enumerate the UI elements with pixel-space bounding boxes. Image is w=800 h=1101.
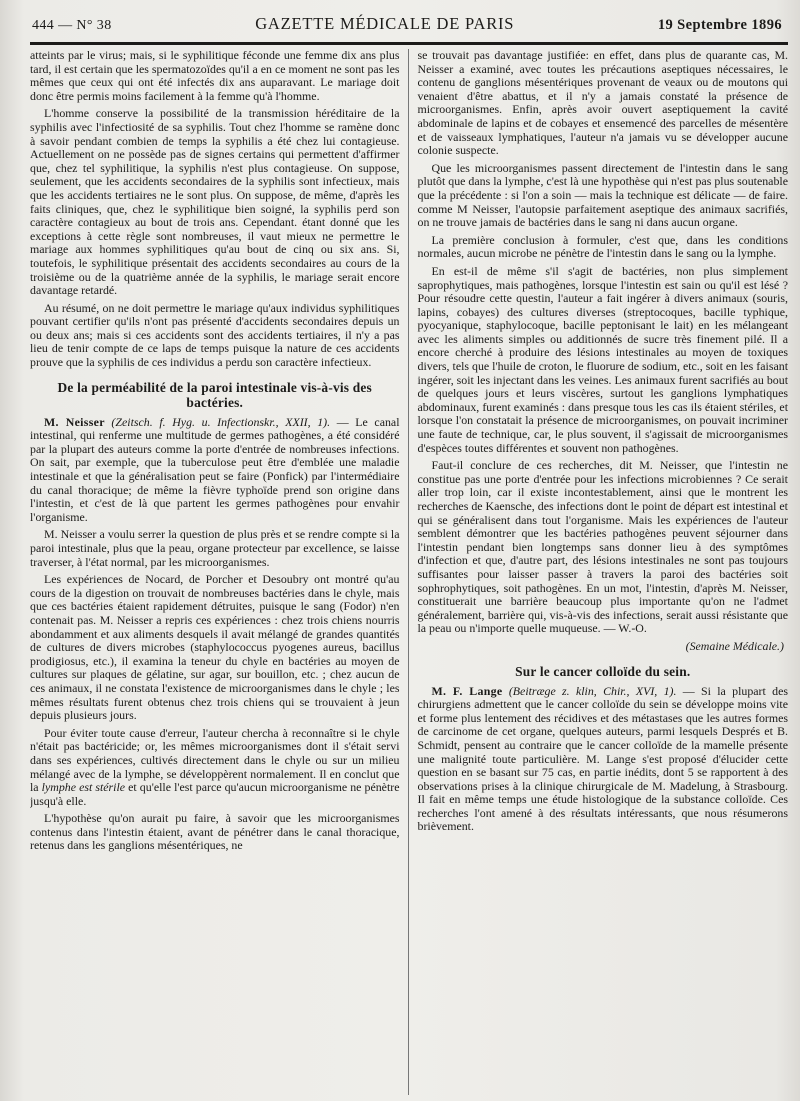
- paragraph: La première conclusion à formuler, c'est que, dans les conditions normales, aucun microbe ne pénètre de l'intestin dans le sang ou la lymphe.: [417, 232, 788, 261]
- page-header: [30, 14, 788, 36]
- paragraph-text: Pour éviter toute cause d'erreur, l'auteur chercha à reconnaître si le chyle n'était pas bactéricide; or, les mêmes microorganismes dont il s'était servi dans ses expériences, cultivés directement dans le chyle ou sur un milieu mélangé avec de la lymphe, se développèrent normalement. Il en conclut que la: [30, 725, 400, 795]
- article-source: (Zeitsch. f. Hyg. u. Infectionskr., XXII, 1).: [111, 414, 331, 429]
- issue-date: 19 Septembre 1896: [657, 17, 782, 33]
- paragraph: [30, 727, 400, 809]
- paragraph: Au résumé, on ne doit permettre le mariage qu'aux individus syphilitiques pouvant certifier qu'ils n'ont pas présenté d'accidents secondaires depuis un ou deux ans; mais si ces accidents sont des accidents tertiaires, il n'y a pas lieu de tenir compte de ce laps de temps puisque la nature de ces accidents prouve que la syphilis de ces individus a perdu son caractère infectieux.: [30, 300, 400, 370]
- emphasis: lymphe est stérile: [41, 780, 126, 795]
- section-title: De la perméabilité de la paroi intestinale vis-à-vis des bactéries.: [57, 379, 372, 410]
- right-column: [409, 49, 789, 1095]
- paragraph: atteints par le virus; mais, si le syphilitique féconde une femme dix ans plus tard, il est certain que les spermatozoïdes qu'il a en ce moment ne sont pas les mêmes que ceux qui ont été infectés dix ans auparavant. Le mariage doit donc être permis moins facilement à la femme qu'à l'homme.: [30, 49, 400, 103]
- section-title: Sur le cancer colloïde du sein.: [515, 663, 691, 679]
- journal-title: GAZETTE MÉDICALE DE PARIS: [255, 14, 515, 33]
- paragraph: M. Neisser a voulu serrer la question de plus près et se rendre compte si la paroi intestinale, plus que la peau, organe protecteur par excellence, se laisse traverser, à l'état normal, par les microorganismes.: [30, 527, 400, 569]
- paragraph-text: et qu'elle l'est parce qu'aucun microorganisme ne pénètre jusqu'à elle.: [30, 780, 400, 808]
- header-rule: [30, 42, 788, 45]
- left-column: [30, 49, 409, 1095]
- paragraph: Que les microorganismes passent directement de l'intestin dans le sang plutôt que dans la lymphe, c'est là une hypothèse qui n'est pas plus soutenable que la précédente : si l'on a soin — mais la technique est délicate — de faire. comme M Neisser, l'autopsie parfaitement aseptique des animaux sacrifiés, on ne trouve jamais de bactéries dans le sang ni dans aucun organe.: [417, 160, 788, 230]
- text-columns: [30, 49, 788, 1095]
- paragraph: En est-il de même s'il s'agit de bactéries, non plus simplement saprophytiques, mais pathogènes, lorsque l'intestin est sain ou qu'il est lésé ? Pour résoudre cette questin, l'auteur a fait ingérer à divers animaux (souris, lapins, cobayes) des cultures diverses (streptocoques, bacille typhique, pyocyanique, staphylocoque, bacille peptonisant le lait) en les mélangeant avec les aliments simples ou additionnés de sucre très finement pilé. Il a encore cherché à produire des lésions intestinales au moyen de toxiques divers, tels que l'huile de croton, le fluorure de sodium, etc., soit en les faisant ingérer, soit les injectant dans les veines. Les animaux furent sacrifiés au bout de quelques jours et leurs viscères, surtout les ganglions lymphatiques abdominaux, furent examinés : dans presque tous les cas ils étaient stériles, et lorsque l'on constatait la présence de microorganismes, on pouvait incriminer une faute de technique, car, le plus souvent, il s'agissait de microorganismes d'espèces toutes différentes et souvent non pathogènes.: [417, 263, 788, 455]
- paragraph: se trouvait pas davantage justifiée: en effet, dans plus de quarante cas, M. Neisser a examiné, avec toutes les précautions aseptiques nécessaires, le contenu de ganglions mésentériques provenant de veaux ou de moutons qui venaient d'être abattus, et il n'y a jamais constaté la présence de microorganismes. Enfin, après avoir ouvert aseptiquement la cavité abdominale de lapins et de cobayes et ensemencé des parcelles de mésentère et de vaisseaux lymphatiques, l'auteur n'a jamais vu se développer aucune colonie suspecte.: [417, 49, 788, 158]
- paragraph: L'hypothèse qu'on aurait pu faire, à savoir que les microorganismes contenus dans l'intestin étaient, avant de pénétrer dans le canal thoracique, retenus dans les ganglions mésentériques, ne: [30, 811, 400, 853]
- article-source: (Beitræge z. klin, Chir., XVI, 1).: [508, 683, 677, 698]
- paragraph-text: — Le canal intestinal, qui renferme une multitude de germes pathogènes, a été considéré par la plupart des auteurs comme la porte d'entrée de nombreuses infections. On sait, par exemple, que la tuberculose peut être d'emblée une maladie intestinale et que la généralisation peut se faire (Ponfick) par l'intermédiaire du canal thoracique; de même la fièvre typhoïde prend son origine dans l'intestin, et c'est de là que partent les germes pathogènes pour envahir l'organisme.: [30, 414, 400, 524]
- article-author: M. F. Lange: [431, 683, 503, 698]
- paragraph-text: — Si la plupart des chirurgiens admettent que le cancer colloïde du sein se développe moins vite et forme plus lentement des récidives et des métastases que les autres formes de carcinome de cet organe, quelques auteurs, parmi lesquels Després et B. Schmidt, pensent au contraire que le cancer colloïde de la mamelle présente une malignité toute particulière. M. Lange s'est proposé d'élucider cette question en se basant sur 75 cas, en partie inédits, dont 5 se rapportent à des observations prises à la clinique chirurgicale de M. Madelung, à Strasbourg. Il fait en même temps une étude histologique de la substance colloïde. Ces recherches l'ont amené à des résultats intéressants, que nous résumerons brièvement.: [417, 683, 788, 834]
- article-author: M. Neisser: [44, 414, 105, 429]
- paragraph: [30, 416, 400, 525]
- paragraph: L'homme conserve la possibilité de la transmission héréditaire de la syphilis avec l'infectiosité de sa syphilis. Tout chez l'homme se ramène donc à savoir pendant combien de temps la syphilis a été chez lui contagieuse. Actuellement on ne possède pas de signes certains qui permettent d'affirmer que, chez tel syphilitique, la syphilis n'est plus contagieuse. On suppose, seulement, que les accidents secondaires de la syphilis sont infectieux, mais que les accidents tertiaires ne le sont plus. On suppose, de même, d'après les faits cliniques, que, chez le syphilitique bien soigné, la syphilis perd son caractère contagieux au bout de trois ans. Cependant. étant donné que les exceptions à cette règle sont nombreuses, il vaut mieux ne permettre le mariage aux hommes syphilitiques qu'au bout de cinq ou six ans. Si, toutefois, le syphilitique présentait des accidents secondaires au cours de la troisième ou de la quatrième année de la syphilis, le mariage serait encore davantage retardé.: [30, 106, 400, 298]
- page-number: 444 — N° 38: [32, 18, 112, 33]
- article-signature: (Semaine Médicale.): [685, 638, 784, 653]
- paragraph: [418, 685, 789, 835]
- paragraph: Faut-il conclure de ces recherches, dit M. Neisser, que l'intestin ne constitue pas une porte d'entrée pour les infections microbiennes ? Ce serait aller trop loin, car il existe incontestablement, ainsi que le montrent les recherches de Kaensche, des infections dont le point de départ est intestinal et qui se généralisent dans tout l'organisme. Mais les expériences de l'auteur semblent démontrer que les bactéries pathogènes peuvent séjourner dans l'intestin pendant bien longtemps sans donner lieu à des symptômes d'infection et que, d'autre part, des lésions intestinales ne sont pas toujours suffisantes pour laisser passer à travers la paroi des bactéries soit sophrophytiques, soit pathogènes. En un mot, l'intestin, d'après M. Neisser, constituerait une barrière beaucoup plus importante qu'on ne l'admet généralement, barrière qui, vis-à-vis des infections, serait aussi résistante que la peau ou n'importe quelle muqueuse. — W.-O.: [417, 458, 788, 636]
- paragraph: Les expériences de Nocard, de Porcher et Desoubry ont montré qu'au cours de la digestion on trouvait de nombreuses bactéries dans le chyle, mais que ces bactéries étaient rapidement détruites, puisque le sang (Fodor) n'en contenait pas. M. Neisser a repris ces expériences : chez trois chiens nourris abondamment et aux aliments desquels il avait mélangé de grandes quantités de cultures de divers microbes (staphylococcus pyogenes aureus, bacillus prodigiosus, etc.), il examina la teneur du chyle en bactéries au moyen de cultures sur plaques de gélatine, sur agar, sur bouillon, etc. ; chez aucun de ces animaux, il ne constata l'existence de microorganismes dans le chyle ; les mêmes résultats furent obtenus chez trois chiens qui se trouvaient à jeun depuis plusieurs jours.: [30, 572, 400, 723]
